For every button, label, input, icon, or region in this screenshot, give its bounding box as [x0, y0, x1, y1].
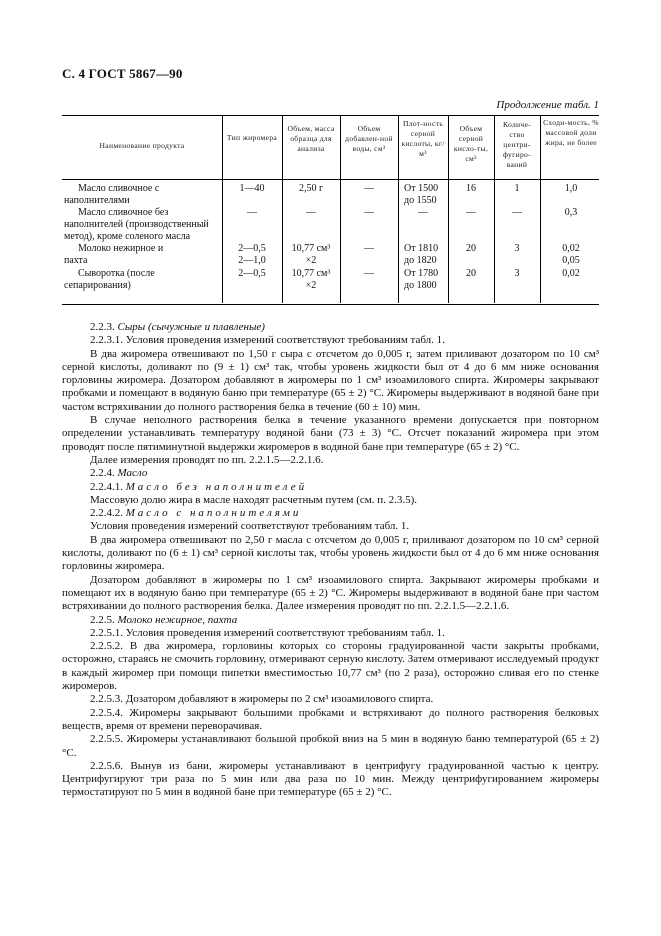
table-cell-name: Масло сливочное без наполнителей (производственный метод), кроме соленого масла — [64, 207, 209, 242]
paragraph: 2.2.5.4. Жиромеры закрывают большими пробками и встряхивают до полного растворения белковых веществ, время от времени переворачивая. — [62, 706, 599, 732]
table-col-divider — [398, 116, 399, 303]
paragraph: 2.2.3.1. Условия проведения измерений соответствуют требованиям табл. 1. — [90, 334, 445, 347]
table-cell-acid: 20 — [466, 243, 476, 254]
col-header-acid: Объем серной кисло-ты, см³ — [453, 124, 489, 163]
paragraph: 2.2.5.5. Жиромеры устанавливают большой пробкой вниз на 5 мин в водяную баню температурой (65 ± 2) °С. — [62, 733, 599, 759]
table-cell-acid: 20 — [466, 268, 476, 279]
table-cell-volume: 10,77 см³ ×2 — [291, 243, 331, 266]
section-heading: 2.2.4.2. Масло с наполнителями — [90, 507, 302, 520]
table-cell-volume: 10,77 см³ ×2 — [291, 268, 331, 291]
table-cell-count: 3 — [514, 268, 520, 279]
table-cell-acid: 16 — [466, 183, 476, 194]
table-cell-count: 3 — [514, 243, 520, 254]
table-cell-density: От 1780 до 1800 — [404, 268, 439, 291]
table-col-divider — [222, 116, 223, 303]
table-cell-type: 1—40 — [239, 183, 265, 194]
table-col-divider — [494, 116, 495, 303]
table-top-rule — [62, 115, 599, 116]
paragraph: В два жиромера отвешивают по 1,50 г сыра с отсчетом до 0,005 г, затем приливают дозатором по 10 см³ серной кислоты, доливают по (9 ± 1) см³ так, чтобы уровень жидкости был от 4 до 6 мм ниже основания горловины жиромера. Дозатором добавляют в жиромеры по 1 см³ изоамилового спирта. Жиромеры закрывают пробками и помещают в водяную баню при температуре (65 ± 2) °С. Жиромеры выдерживают в водяной бане при частом встряхивании до полного растворения белка в течение (60 ± 10) мин. — [62, 347, 599, 413]
table-col-divider — [282, 116, 283, 303]
col-header-water: Объем добавлен-ной воды, см³ — [345, 124, 393, 153]
table-continuation-label: Продолжение табл. 1 — [496, 99, 599, 111]
col-header-convergence: Сходи-мость, % массовой доли жира, не более — [543, 118, 599, 147]
table-col-divider — [340, 116, 341, 303]
paragraph: Массовую долю жира в масле находят расчетным путем (см. п. 2.3.5). — [90, 493, 418, 506]
table-header-rule — [62, 179, 599, 180]
paragraph: 2.2.5.3. Дозатором добавляют в жиромеры по 2 см³ изоамилового спирта. — [90, 693, 434, 706]
table-cell-density: От 1810 до 1820 — [404, 243, 439, 266]
table-cell-count: — — [512, 207, 522, 218]
paragraph: Дозатором добавляют в жиромеры по 1 см³ изоамилового спирта. Закрывают жиромеры пробками и помещают их в водяную баню при температуре (65 ± 2) °С. Жиромеры выдерживают в водяной бане при частом встряхивании до полного растворения белка. Далее измерения проводят по пп. 2.2.1.5—2.2.1.6. — [62, 573, 599, 613]
table-cell-convergence: 1,0 — [564, 183, 578, 194]
table-cell-volume: 2,50 г — [298, 183, 324, 194]
col-header-product: Наименование продукта — [99, 141, 185, 150]
section-heading: 2.2.3. Сыры (сычужные и плавленые) — [90, 321, 265, 333]
table-cell-water: — — [364, 207, 374, 218]
document-body — [62, 321, 599, 800]
table-cell-convergence: 0,02 0,05 — [562, 243, 580, 266]
table-cell-density: От 1500 до 1550 — [404, 183, 439, 206]
paragraph: В случае неполного растворения белка в течение указанного времени допускается при повторном определении устанавливать температуру водяной бани (73 ± 3) °С. Отсчет показаний жиромера при этом проводят после пятиминутной выдержки жиромеров в водяной бане при температуре (65 ± 2) °С. — [62, 414, 599, 453]
table-cell-convergence: 0,02 — [562, 268, 580, 279]
table-col-divider — [448, 116, 449, 303]
paragraph: 2.2.5.1. Условия проведения измерений соответствуют требованиям табл. 1. — [90, 626, 445, 639]
col-header-type: Тип жиромера — [226, 133, 278, 142]
page-header: С. 4 ГОСТ 5867—90 — [62, 66, 183, 81]
col-header-count: Количе-ство центри-фугиро-ваний — [502, 120, 532, 169]
table-cell-type: — — [247, 207, 257, 218]
table-cell-type: 2—0,5 — [238, 268, 266, 279]
section-heading: 2.2.4. Масло — [90, 467, 148, 480]
col-header-density: Плот-ность серной кислоты, кг/м³ — [401, 119, 445, 158]
paragraph: 2.2.5.2. В два жиромера, горловины которых со стороны градуированной части закрыты пробками, осторожно, стараясь не смочить горловину, отмеривают серную кислоту. Затем отмеривают исследуемый продукт в каждый жиромер при помощи пипетки вместимостью 10,77 см³ (по 2 раза), осторожно сливая его по стенке жиромеров. — [62, 640, 599, 693]
paragraph: Условия проведения измерений соответствуют требованиям табл. 1. — [90, 520, 410, 533]
table-cell-convergence: 0,3 — [564, 207, 578, 218]
table-cell-name: Сыворотка (после сепарирования) — [64, 268, 155, 291]
paragraph: 2.2.5.6. Вынув из бани, жиромеры устанавливают в центрифугу градуированной частью к центру. Центрифугируют три раза по 5 мин или два раза по 10 мин. Между центрифугированием жиромеры термостатируют по 5 мин в водяной бане при температуре (65 ± 2) °С. — [62, 759, 599, 799]
table-cell-water: — — [364, 243, 374, 254]
col-header-volume: Объем, масса образца для анализа — [287, 124, 335, 153]
table-col-divider — [540, 116, 541, 303]
table-cell-name: Молоко нежирное и пахта — [64, 243, 164, 266]
paragraph: Далее измерения проводят по пп. 2.2.1.5—2.2.1.6. — [90, 453, 324, 466]
section-heading: 2.2.5. Молоко нежирное, пахта — [90, 613, 238, 626]
table-cell-type: 2—0,5 2—1,0 — [238, 243, 266, 266]
table-cell-density: — — [418, 207, 428, 218]
paragraph: В два жиромера отвешивают по 2,50 г масла с отсчетом до 0,005 г, приливают дозатором по 10 см³ серной кислоты, доливают по (6 ± 1) см³ серной кислоты так, чтобы уровень жидкости был от 4 до 6 мм ниже основания горловины жиромера. — [62, 533, 599, 573]
section-heading: 2.2.4.1. Масло без наполнителей — [90, 480, 308, 493]
table-cell-water: — — [364, 268, 374, 279]
table-cell-water: — — [364, 183, 374, 194]
table-cell-acid: — — [466, 207, 476, 218]
table-cell-volume: — — [306, 207, 316, 218]
table-cell-count: 1 — [514, 183, 520, 194]
table-cell-name: Масло сливочное с наполнителями — [64, 183, 160, 206]
table-bottom-rule — [62, 304, 599, 305]
